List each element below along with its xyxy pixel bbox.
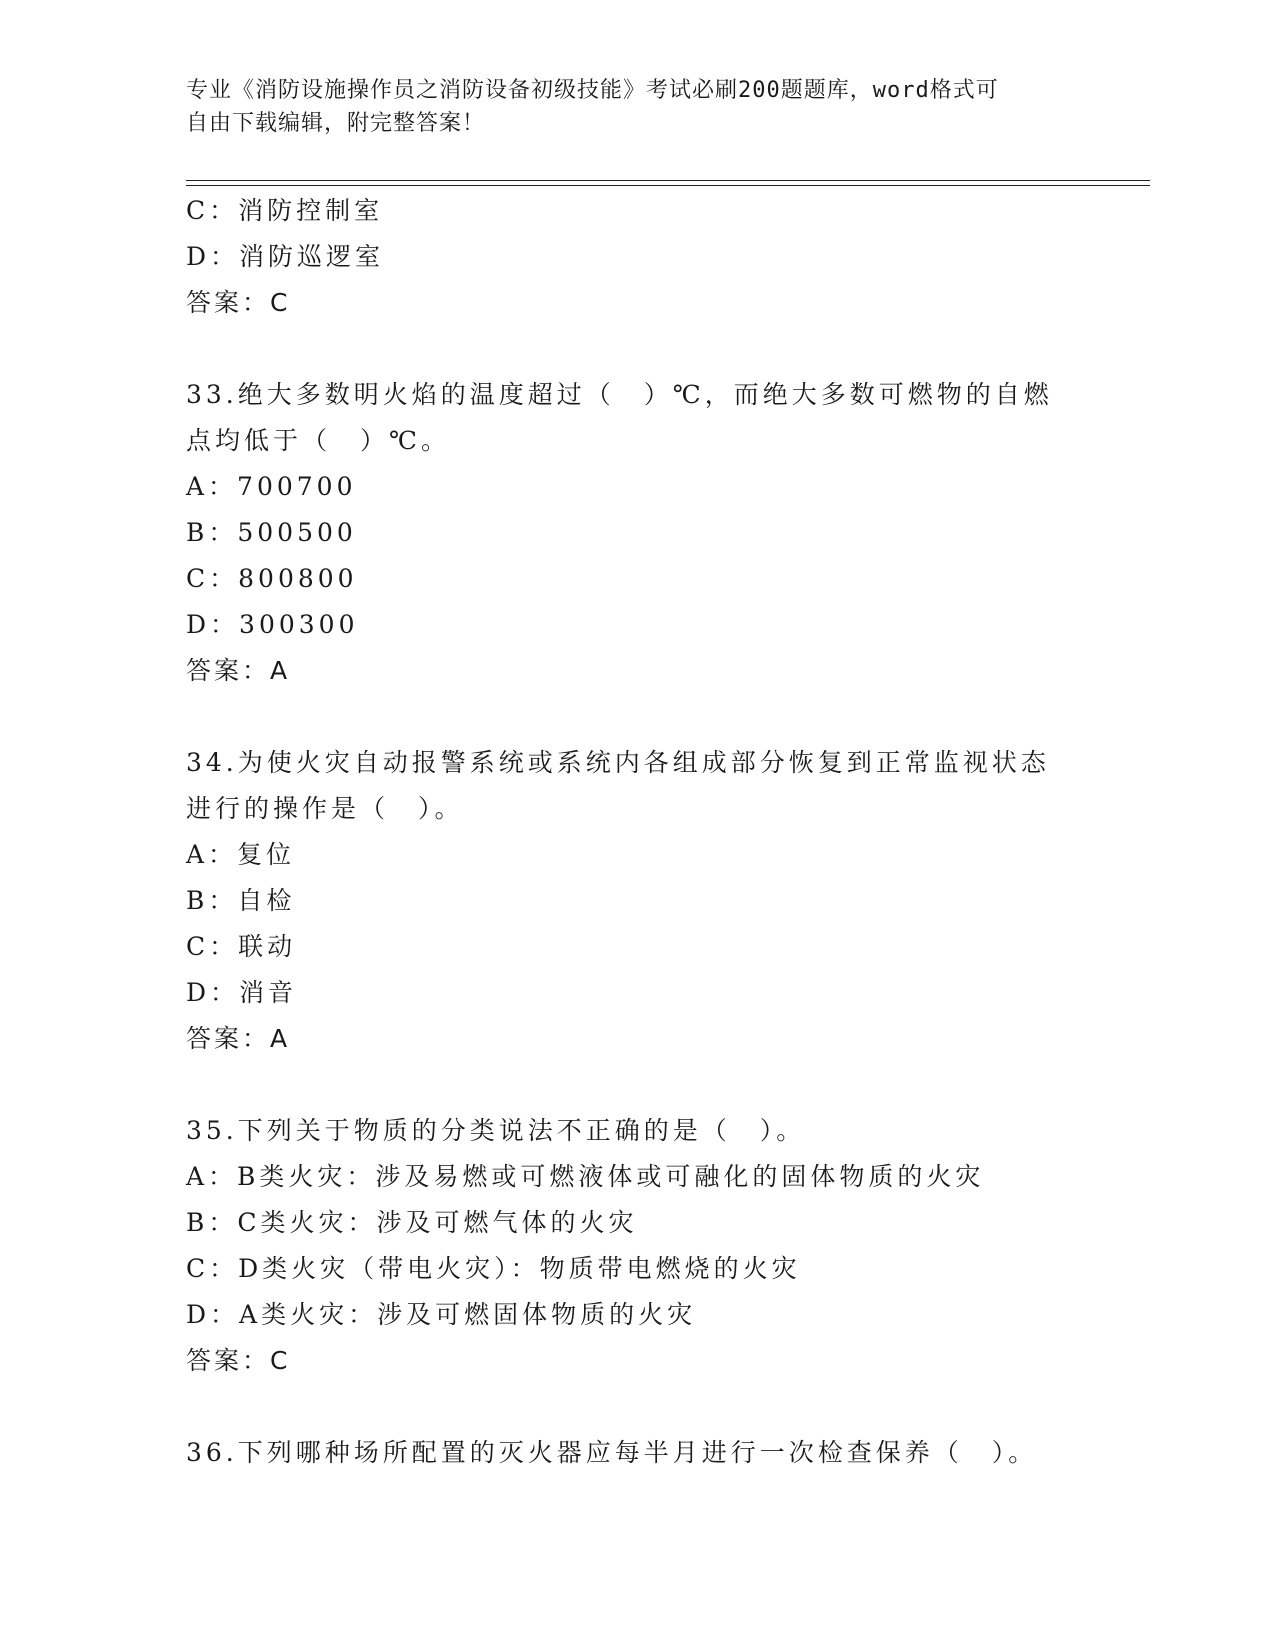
question-content bbox=[186, 188, 1086, 1476]
spacer bbox=[186, 1384, 1086, 1430]
option-c: C：800800 bbox=[186, 564, 358, 593]
spacer bbox=[186, 694, 1086, 740]
option-d: D：消防巡逻室 bbox=[186, 242, 385, 271]
option-b: B：自检 bbox=[186, 886, 296, 915]
question-36 bbox=[186, 1430, 1086, 1476]
header-rule-top bbox=[186, 180, 1150, 181]
question-33 bbox=[186, 372, 1086, 694]
option-d: D：A类火灾：涉及可燃固体物质的火灾 bbox=[186, 1300, 697, 1329]
answer-line: 答案：A bbox=[186, 656, 291, 685]
question-text: 34.为使火灾自动报警系统或系统内各组成部分恢复到正常监视状态进行的操作是（ ）。 bbox=[186, 748, 1050, 823]
option-c: C：联动 bbox=[186, 932, 297, 961]
question-text: 33.绝大多数明火焰的温度超过（ ）℃，而绝大多数可燃物的自燃点均低于（ ）℃。 bbox=[186, 380, 1053, 455]
answer-line: 答案：C bbox=[186, 288, 291, 317]
spacer bbox=[186, 1062, 1086, 1108]
question-35 bbox=[186, 1108, 1086, 1384]
option-b: B：500500 bbox=[186, 518, 357, 547]
document-header bbox=[186, 74, 1086, 140]
spacer bbox=[186, 326, 1086, 372]
option-c: C：D类火灾（带电火灾）：物质带电燃烧的火灾 bbox=[186, 1254, 801, 1283]
question-34 bbox=[186, 740, 1086, 1062]
option-d: D：消音 bbox=[186, 978, 298, 1007]
option-a: A：700700 bbox=[186, 472, 357, 501]
question-text: 35.下列关于物质的分类说法不正确的是（ ）。 bbox=[186, 1116, 806, 1145]
header-rule-bottom bbox=[186, 185, 1150, 186]
header-line-2: 自由下载编辑，附完整答案！ bbox=[186, 111, 486, 136]
question-text: 36.下列哪种场所配置的灭火器应每半月进行一次检查保养（ ）。 bbox=[186, 1438, 1038, 1467]
answer-line: 答案：C bbox=[186, 1346, 291, 1375]
option-c: C：消防控制室 bbox=[186, 196, 384, 225]
header-line-1: 专业《消防设施操作员之消防设备初级技能》考试必刷200题题库，word格式可 bbox=[186, 78, 999, 103]
option-a: A：B类火灾：涉及易燃或可燃液体或可融化的固体物质的火灾 bbox=[186, 1162, 985, 1191]
answer-line: 答案：A bbox=[186, 1024, 291, 1053]
option-b: B：C类火灾：涉及可燃气体的火灾 bbox=[186, 1208, 638, 1237]
option-a: A：复位 bbox=[186, 840, 296, 869]
option-d: D：300300 bbox=[186, 610, 359, 639]
